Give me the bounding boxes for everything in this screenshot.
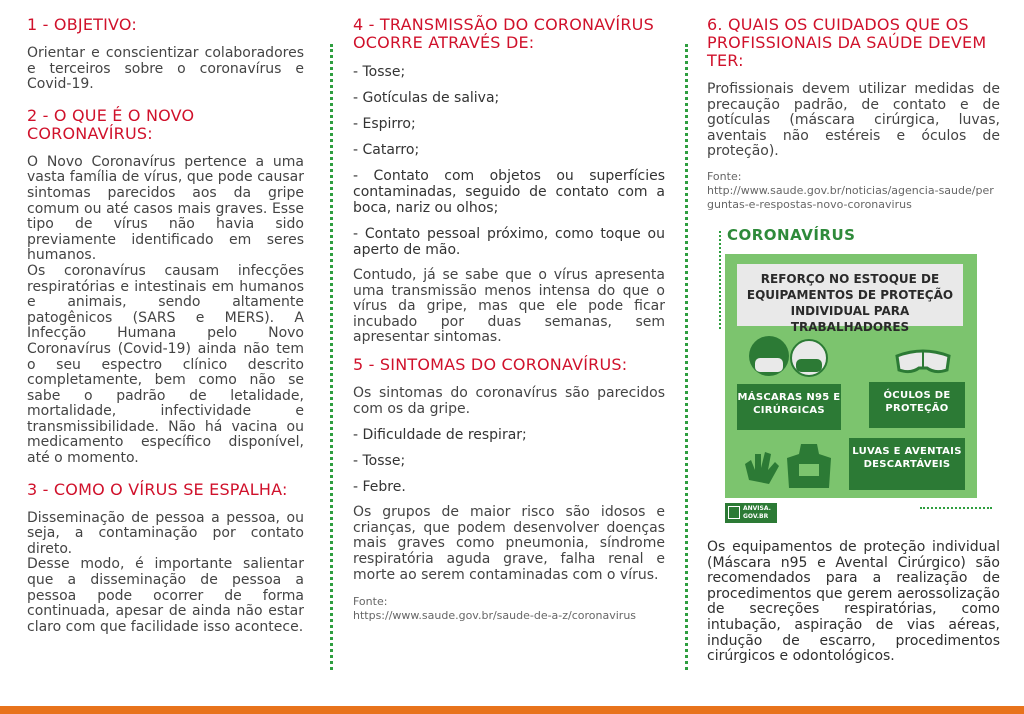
source-url: https://www.saude.gov.br/saude-de-a-z/coronavirus xyxy=(353,609,637,623)
transmission-item: - Tosse; xyxy=(353,64,406,80)
infographic-panel xyxy=(725,254,977,498)
badge-masks: MÁSCARAS N95 E CIRÚRGICAS xyxy=(737,384,841,430)
transmission-item: - Contato pessoal próximo, como toque ou aperto de mão. xyxy=(353,226,665,258)
section-1-title: 1 - OBJETIVO: xyxy=(27,15,137,34)
bottom-orange-bar xyxy=(0,706,1024,714)
column-divider-1 xyxy=(330,44,333,670)
section-4-title: 4 - TRANSMISSÃO DO CORONAVÍRUS OCORRE ATRAVÉS DE: xyxy=(353,15,654,52)
badge-gloves-aprons: LUVAS E AVENTAIS DESCARTÁVEIS xyxy=(849,438,965,490)
section-2-text-1: O Novo Coronavírus pertence a uma vasta família de vírus, que pode causar sintomas parecidos aos da gripe comum ou até casos mais graves. Esse tipo de vírus não havia sido previamente identificado em seres humanos. xyxy=(27,153,304,264)
symptom-item: - Tosse; xyxy=(353,453,406,470)
column-1 xyxy=(27,16,304,635)
infographic-title: CORONAVÍRUS xyxy=(727,225,856,244)
source-url: http://www.saude.gov.br/noticias/agencia-saude/perguntas-e-respostas-novo-coronavirus xyxy=(707,183,994,211)
face-mask-icon xyxy=(743,332,839,384)
section-4-text: Contudo, já se sabe que o vírus apresenta uma transmissão menos intensa do que o vírus da gripe, mas que ele pode ficar incubado por duas semanas, sem apresentar sintomas. xyxy=(353,267,665,346)
section-6-text-2: Os equipamentos de proteção individual (Máscara n95 e Avental Cirúrgico) são recomendados para a realização de procedimentos que gerem aerossolização de secreções respiratórias, como intubação, aspiração de vias aéreas, indução de escarro, procedimentos cirúrgicos e odontológicos. xyxy=(707,538,1000,665)
column-2 xyxy=(353,16,665,623)
section-3-title: 3 - COMO O VÍRUS SE ESPALHA: xyxy=(27,479,288,499)
section-2-title: 2 - O QUE É O NOVO CORONAVÍRUS: xyxy=(27,105,195,143)
source-label: Fonte: xyxy=(353,595,388,609)
symptom-item: - Dificuldade de respirar; xyxy=(353,427,527,444)
section-5-text-1: Os sintomas do coronavírus são parecidos com os da gripe. xyxy=(353,384,665,417)
column-divider-2 xyxy=(685,44,688,670)
dotted-accent-bottom xyxy=(920,507,992,509)
section-6-text: Profissionais devem utilizar medidas de precaução padrão, de contato e de gotículas (máscara cirúrgica, luvas, aventais não estéreis e óculos de proteção). xyxy=(707,81,1000,160)
column-3 xyxy=(707,16,1000,665)
section-3-text-1: Disseminação de pessoa a pessoa, ou seja, a contaminação por contato direto. xyxy=(27,509,304,557)
symptom-item: - Febre. xyxy=(353,479,406,496)
infographic-banner: REFORÇO NO ESTOQUE DE EQUIPAMENTOS DE PROTEÇÃO INDIVIDUAL PARA TRABALHADORES xyxy=(737,264,963,326)
anvisa-logo: ANVISA. GOV.BR xyxy=(725,503,777,523)
section-3-text-2: Desse modo, é importante salientar que a disseminação de pessoa a pessoa pode ocorrer de forma continuada, apesar de ainda não estar claro com que facilidade isso acontece. xyxy=(27,556,304,635)
section-5-text-2: Os grupos de maior risco são idosos e crianças, que podem desenvolver doenças mais graves como pneumonia, síndrome respiratória aguda grave, falha renal e morte ao serem contaminadas com o vírus. xyxy=(353,504,665,583)
transmission-item: - Gotículas de saliva; xyxy=(353,90,500,106)
transmission-item: - Espirro; xyxy=(353,116,416,132)
transmission-item: - Catarro; xyxy=(353,142,420,158)
anvisa-mark-icon xyxy=(728,506,740,519)
goggles-icon xyxy=(893,346,953,378)
ppe-infographic xyxy=(725,226,997,544)
transmission-item: - Contato com objetos ou superfícies contaminadas, seguido de contato com a boca, nariz ou olhos; xyxy=(353,168,665,216)
dotted-accent-left xyxy=(719,231,721,329)
gloves-apron-icon xyxy=(741,440,841,492)
badge-goggles: ÓCULOS DE PROTEÇÃO xyxy=(869,382,965,428)
section-5-title: 5 - SINTOMAS DO CORONAVÍRUS: xyxy=(353,354,628,374)
section-6-title: 6. QUAIS OS CUIDADOS QUE OS PROFISSIONAIS DA SAÚDE DEVEM TER: xyxy=(707,15,987,70)
section-2-text-2: Os coronavírus causam infecções respiratórias e intestinais em humanos e animais, sendo altamente patogênicos (SARS e MERS). A Infecção Humana pelo Novo Coronavírus (Covid-19) ainda não tem o seu espectro clínico descrito completamente, bem como não se sabe o padrão de letalidade, mortalidade, infectividade e transmissibilidade. Não há vacina ou medicamento específico disponível, até o momento. xyxy=(27,262,304,467)
section-1-text: Orientar e conscientizar colaboradores e terceiros sobre o coronavírus e Covid-19. xyxy=(27,45,304,93)
source-label: Fonte: xyxy=(707,169,742,183)
